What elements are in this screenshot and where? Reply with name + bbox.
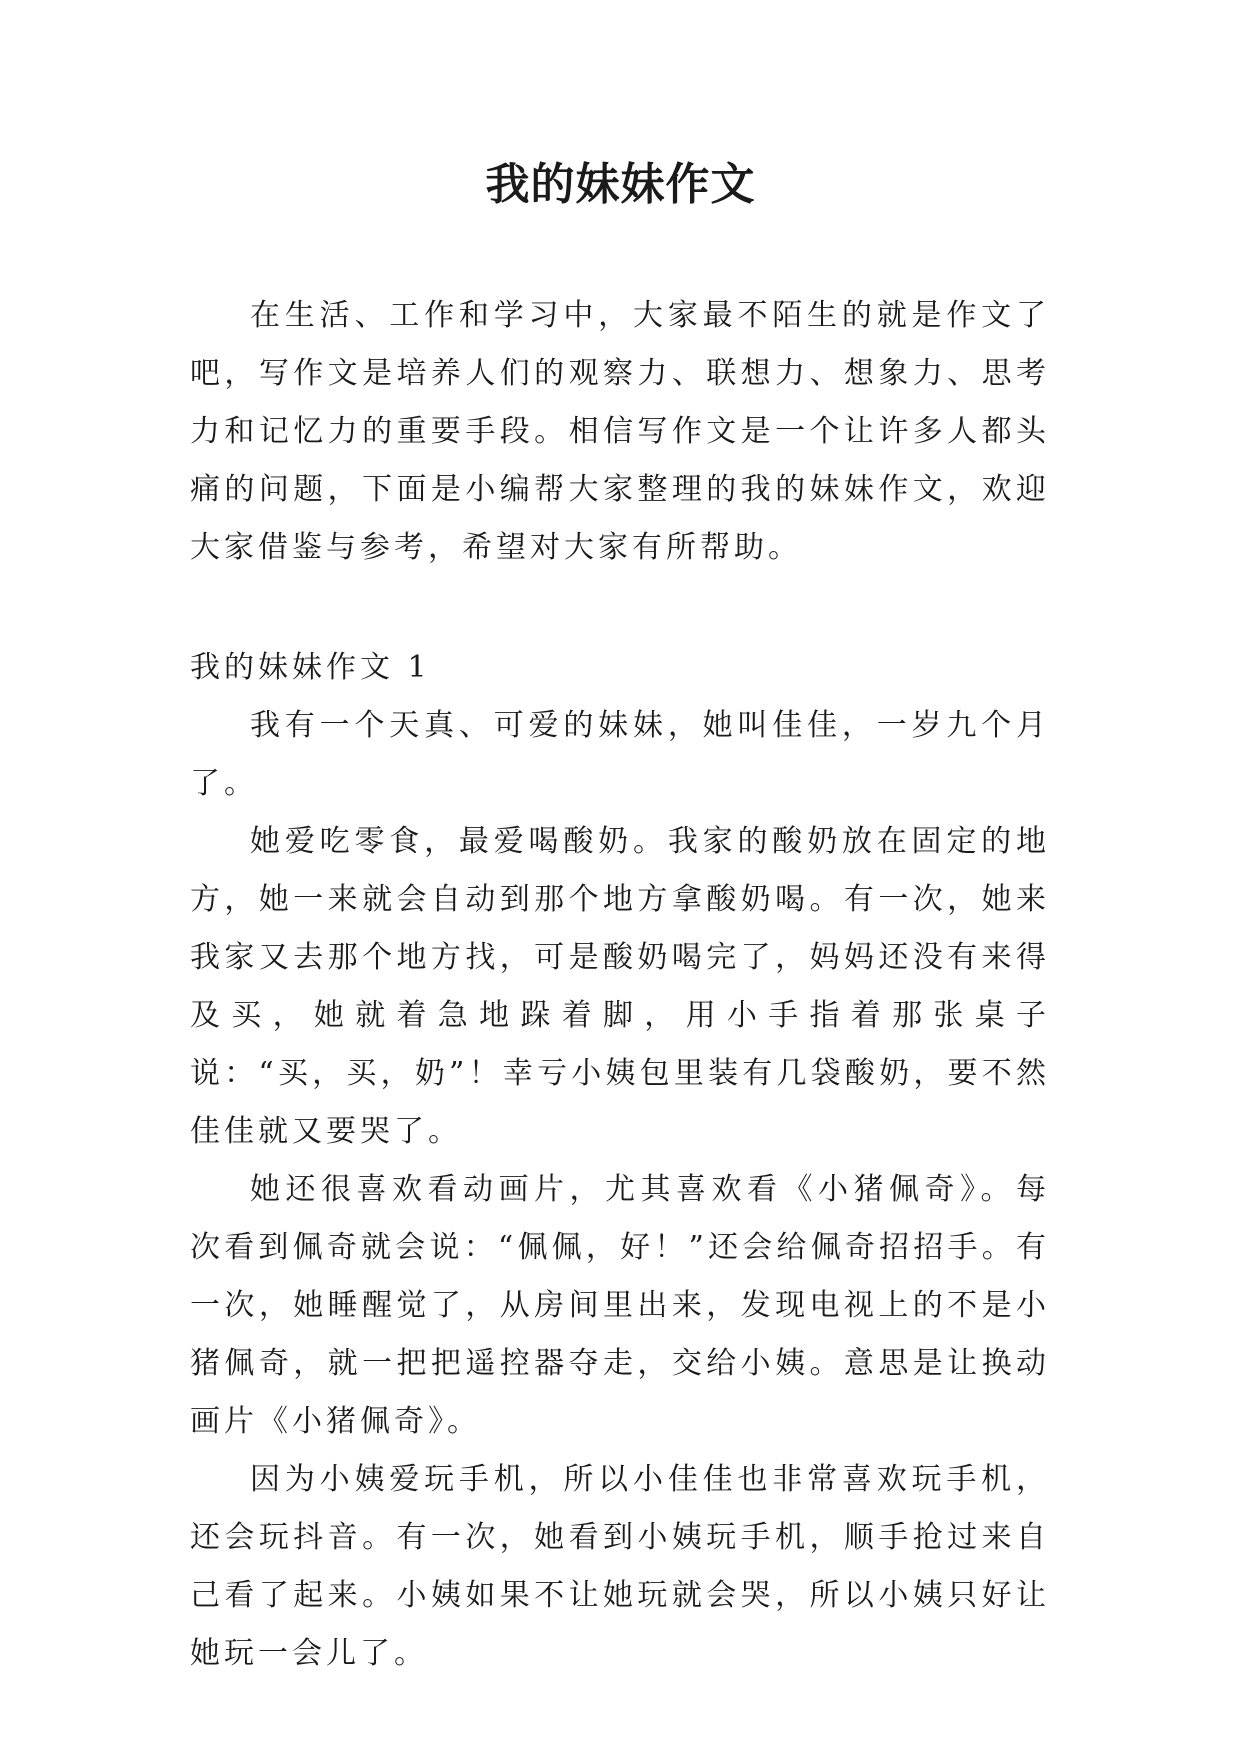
essay-paragraph-1: 我有一个天真、可爱的妹妹，她叫佳佳，一岁九个月了。 <box>190 708 1050 801</box>
essay-paragraph-4: 因为小姨爱玩手机，所以小佳佳也非常喜欢玩手机，还会玩抖音。有一次，她看到小姨玩手机，顺手抢过来自己看了起来。小姨如果不让她玩就会哭，所以小姨只好让她玩一会儿了。 <box>190 1462 1050 1671</box>
essay-paragraph-3: 她还很喜欢看动画片，尤其喜欢看《小猪佩奇》。每次看到佩奇就会说：“佩佩，好！”还会给佩奇招招手。有一次，她睡醒觉了，从房间里出来，发现电视上的不是小猪佩奇，就一把把遥控器夺走，交给小姨。意思是让换动画片《小猪佩奇》。 <box>190 1172 1050 1439</box>
essay-paragraph-2: 她爱吃零食，最爱喝酸奶。我家的酸奶放在固定的地方，她一来就会自动到那个地方拿酸奶喝。有一次，她来我家又去那个地方找，可是酸奶喝完了，妈妈还没有来得及买，她就着急地跺着脚，用小手指着那张桌子说：“买，买，奶”！幸亏小姨包里装有几袋酸奶，要不然佳佳就又要哭了。 <box>190 824 1050 1149</box>
essay-section <box>190 639 1050 1683</box>
intro-paragraph: 在生活、工作和学习中，大家最不陌生的就是作文了吧，写作文是培养人们的观察力、联想力、想象力、思考力和记忆力的重要手段。相信写作文是一个让许多人都头痛的问题，下面是小编帮大家整理的我的妹妹作文，欢迎大家借鉴与参考，希望对大家有所帮助。 <box>190 298 1050 565</box>
document-title: 我的妹妹作文 <box>485 159 756 210</box>
section-heading: 我的妹妹作文 1 <box>190 650 431 685</box>
intro-block <box>190 287 1050 577</box>
